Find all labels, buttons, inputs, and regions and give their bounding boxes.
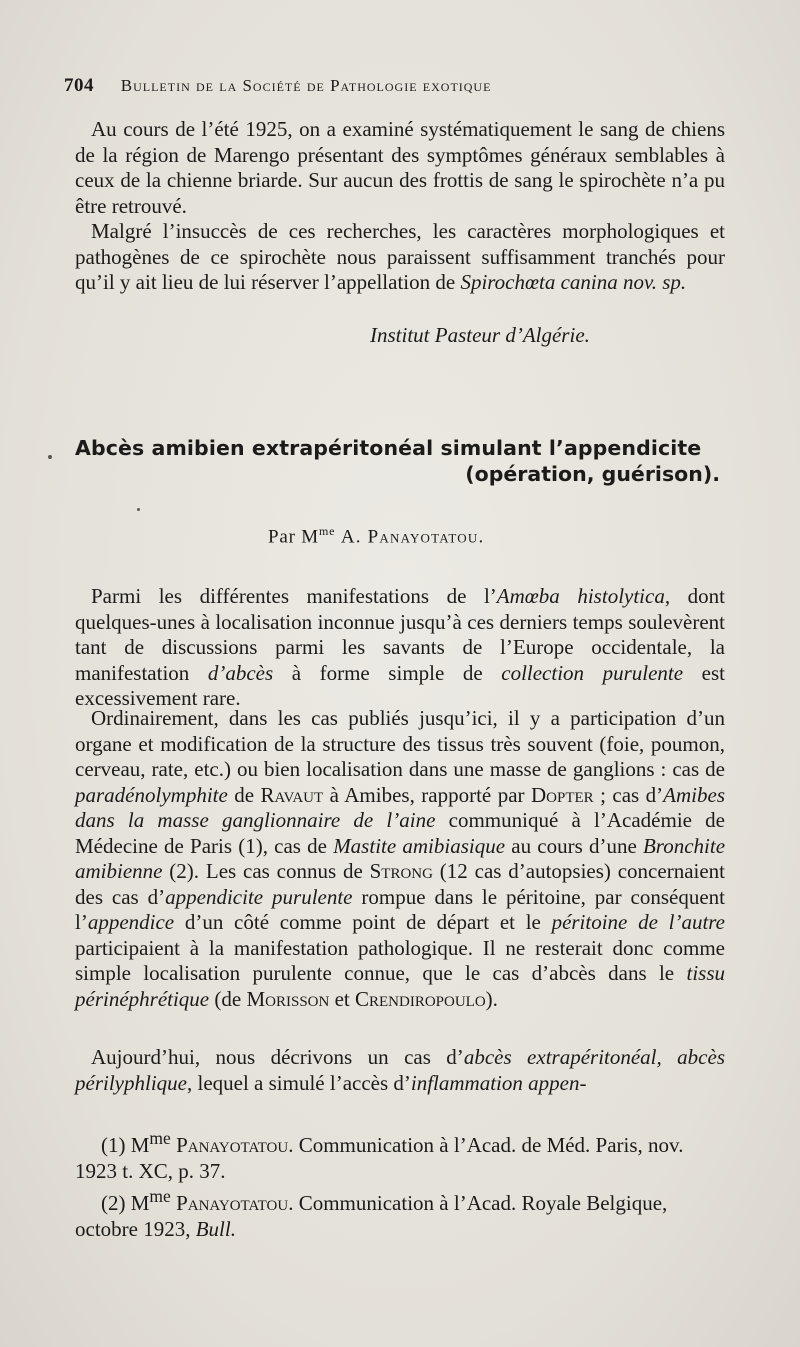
footnotes [75, 1126, 725, 1242]
article-byline [268, 524, 484, 548]
text-run: (2). Les cas connus de [162, 859, 370, 883]
body-paragraph-2 [75, 706, 725, 1012]
body-paragraph-1 [75, 584, 725, 712]
footnote-2 [75, 1184, 725, 1242]
author-name: Dopter [530, 782, 594, 807]
body-paragraph-3 [75, 1045, 725, 1096]
journal-title: Bulletin de la Société de Pathologie exotique [120, 76, 492, 95]
text-run: Ordinairement, dans les cas publiés jusqu’ici, il y a participation d’un organe et modification de la structure des tissus très souvent (foie, poumon, cerveau, rate, etc.) ou bien localisation dans une masse de ganglions : cas de [75, 706, 725, 781]
footnote-number: (2) M [101, 1191, 150, 1215]
italic-run: péritoine de l’autre [551, 910, 725, 934]
byline-prefix: Par M [268, 526, 319, 548]
footnote-1 [75, 1126, 725, 1184]
text-run: Parmi les différentes manifestations de l’ [91, 584, 497, 608]
text-run: (de [209, 986, 247, 1011]
text-run: ; cas d’ [593, 782, 664, 807]
footnote-author: Panayotatou [176, 1133, 289, 1157]
italic-run: Mastite amibiasique [333, 833, 506, 858]
italic-run: abcès extrapéritonéal, abcès périlyphlique [75, 1045, 725, 1095]
text-run: de [227, 782, 261, 807]
byline-sup: me [318, 524, 336, 538]
print-speck [137, 508, 140, 511]
italic-run: inflammation appen- [410, 1070, 587, 1095]
article-subtitle: (opération, guérison). [465, 462, 720, 486]
byline-author: A. Panayotatou. [340, 526, 485, 548]
text-run: participaient à la manifestation pathologique. Il ne resterait donc comme simple localisation purulente connue, que le cas d’abcès dans le [75, 935, 725, 985]
text-run: (12 cas d’autopsies) concernaient des cas d’ [75, 859, 725, 909]
text-run: , lequel a simulé l’accès d’ [186, 1070, 411, 1095]
previous-article-paragraph-1: Au cours de l’été 1925, on a examiné systématiquement le sang de chiens de la région de Marengo présentant des symptômes généraux semblables à ceux de la chienne briarde. Sur aucun des frottis de sang le spirochète n’a pu être retrouvé. [75, 117, 725, 218]
footnote-text: . Communication à l’Acad. de Méd. Paris, nov. 1923 t. XC, p. 37. [75, 1133, 684, 1183]
print-speck [48, 455, 52, 459]
text-run: d’un côté comme point de départ et le [174, 910, 552, 934]
page-number: 704 [64, 75, 94, 96]
text-run: est excessivement rare. [75, 660, 725, 710]
author-name: Morisson [246, 986, 330, 1011]
italic-run: appendicite purulente [165, 884, 353, 909]
author-name: Ravaut [260, 782, 324, 807]
author-name: Crendiropoulo [354, 986, 486, 1011]
italic-run: tissu périnéphrétique [75, 961, 725, 1011]
text-run: rompue dans le péritoine, par conséquent l’ [75, 884, 725, 934]
text-run: Aujourd’hui, nous décrivons un cas d’ [91, 1045, 464, 1069]
italic-run: Amibes dans la masse ganglionnaire de l’aine [75, 782, 725, 832]
paragraph-2-text: Malgré l’insuccès de ces recherches, les caractères morphologiques et pathogènes de ce spirochète nous paraissent suffisamment tranchés pour qu’il y ait lieu de lui réserver l’appellation de [75, 219, 725, 294]
text-run: à Amibes, rapporté par [323, 782, 531, 807]
footnote-text: . Communication à l’Acad. Royale Belgique, octobre 1923, [75, 1191, 668, 1241]
footnote-sup: me [149, 1186, 171, 1206]
italic-run: Bronchite amibienne [75, 833, 726, 883]
footnote-sup: me [149, 1128, 171, 1148]
footnote-journal: Bull. [195, 1216, 236, 1241]
author-name: Strong [369, 859, 433, 883]
species-name: Spirochœta canina nov. sp. [460, 270, 687, 294]
text-run: au cours d’une [505, 833, 643, 858]
footnote-author: Panayotatou [176, 1191, 289, 1215]
italic-run: collection purulente [501, 660, 684, 685]
italic-run: appendice [87, 910, 175, 934]
italic-run: d’abcès [207, 660, 274, 685]
article-title: Abcès amibien extrapéritonéal simulant l’appendicite [75, 436, 702, 460]
text-run: et [329, 986, 355, 1011]
italic-run: Amœba histolytica [496, 584, 665, 608]
previous-article-paragraph-2 [75, 219, 725, 296]
text-run: communiqué à l’Académie de Médecine de Paris (1), cas de [75, 808, 726, 858]
footnote-number: (1) M [101, 1133, 150, 1157]
text-run: , dont quelques-unes à localisation inconnue jusqu’à ces derniers temps soulevèrent tant de discussions parmi les savants de l’Europe occidentale, la manifestation [75, 584, 725, 685]
institution-signature: Institut Pasteur d’Algérie. [370, 323, 590, 347]
italic-run: paradénolymphite [75, 782, 228, 807]
text-run: ). [485, 986, 498, 1011]
text-run: à forme simple de [273, 660, 502, 685]
running-head [64, 75, 724, 97]
